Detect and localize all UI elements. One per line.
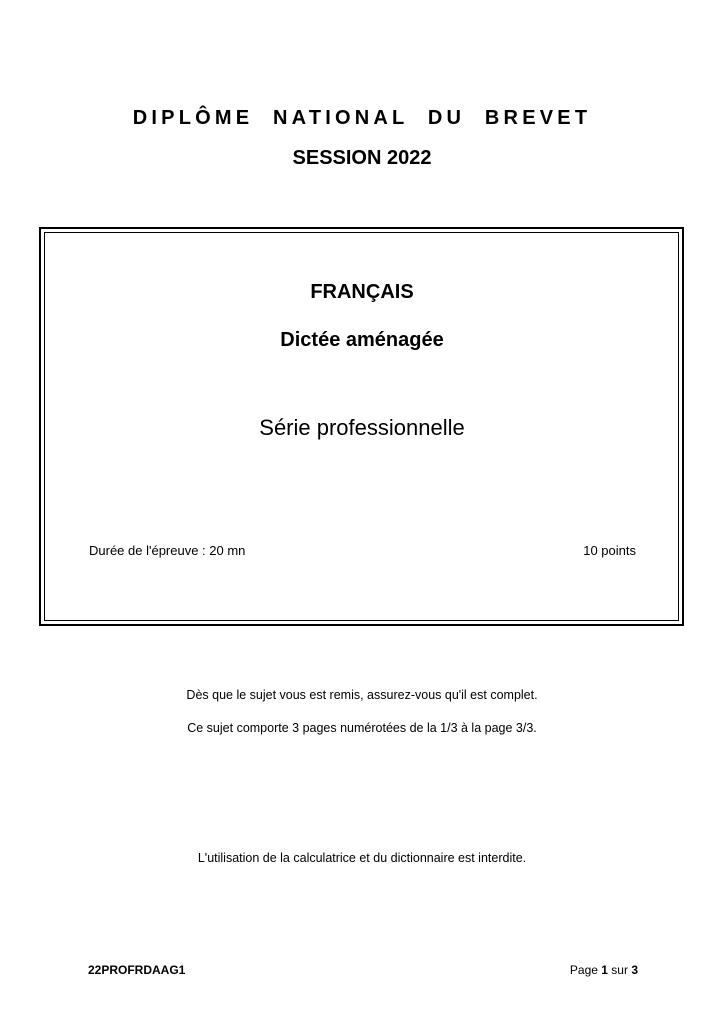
page-separator: sur <box>611 963 628 977</box>
exam-title: DIPLÔME NATIONAL DU BREVET <box>132 107 592 129</box>
instruction-page-count: Ce sujet comporte 3 pages numérotées de la 1/3 à la page 3/3. <box>187 721 537 735</box>
exam-points: 10 points <box>583 543 636 558</box>
page-current: 1 <box>601 963 608 977</box>
instruction-completeness: Dès que le sujet vous est remis, assurez-vous qu'il est complet. <box>186 688 538 702</box>
exam-session: SESSION 2022 <box>292 147 432 169</box>
instruction-forbidden-tools: L'utilisation de la calculatrice et du dictionnaire est interdite. <box>197 851 527 865</box>
exam-duration: Durée de l'épreuve : 20 mn <box>89 543 246 558</box>
subject-code: 22PROFRDAAG1 <box>88 963 186 977</box>
exercise-title: Dictée aménagée <box>280 329 444 351</box>
page-total: 3 <box>631 963 638 977</box>
page-number <box>570 962 638 978</box>
page-prefix: Page <box>569 963 598 977</box>
subject-title: FRANÇAIS <box>310 281 414 303</box>
serie-label: Série professionnelle <box>259 415 465 440</box>
